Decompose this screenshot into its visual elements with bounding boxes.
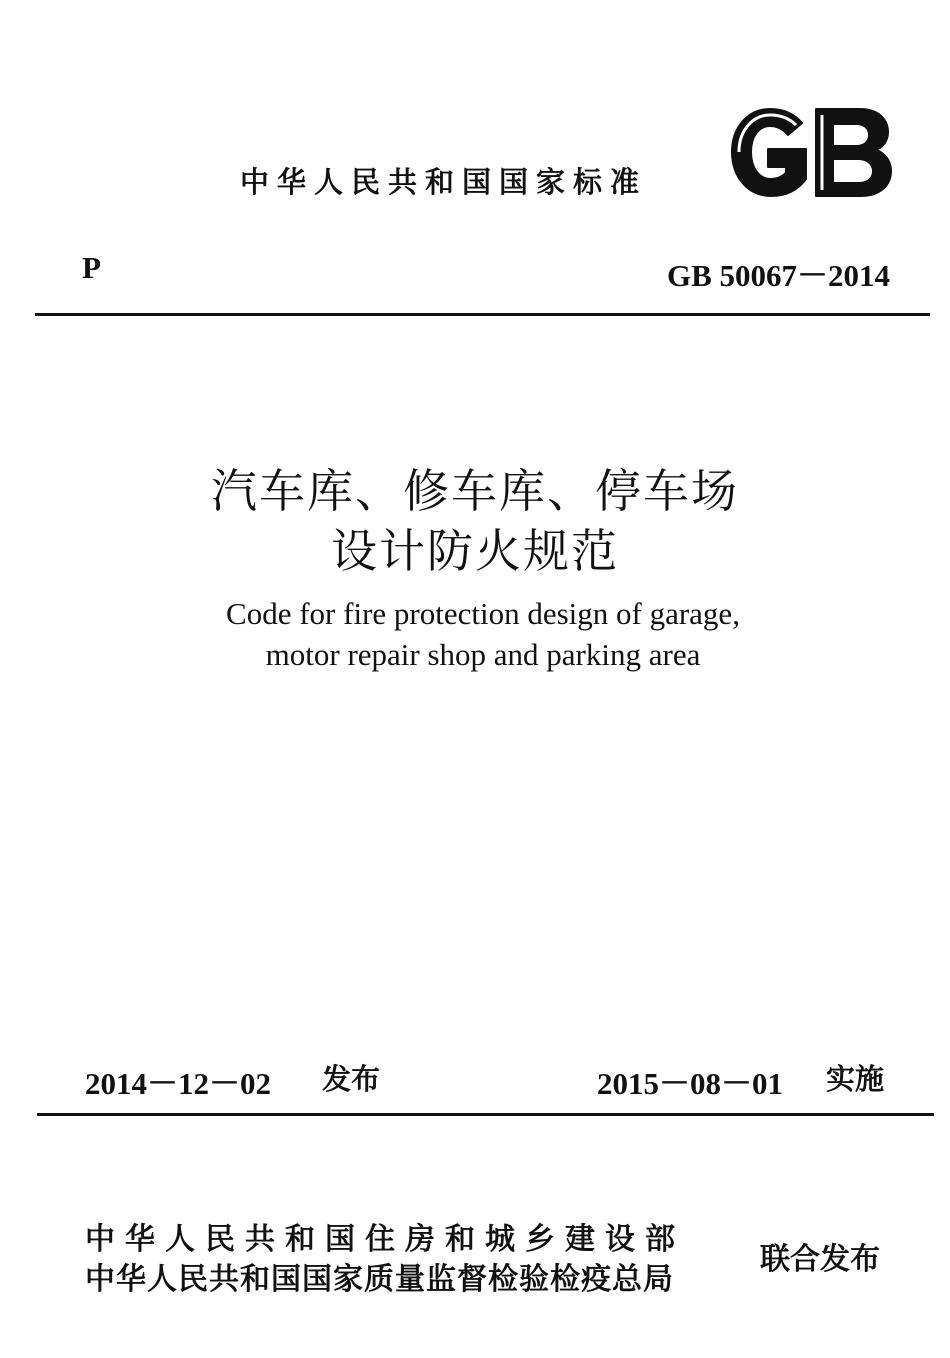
title-cn-line1: 汽车库、修车库、停车场	[211, 464, 739, 518]
issued-date: 2014－12－02	[85, 1066, 271, 1101]
title-en-line2: motor repair shop and parking area	[265, 637, 701, 672]
standard-number: GB 50067－2014	[666, 258, 890, 293]
issuer-aqsiq: 中华人民共和国国家质量监督检验检疫总局	[85, 1262, 674, 1297]
bottom-rule	[37, 1113, 934, 1116]
gb-logo	[728, 105, 893, 200]
effective-date: 2015－08－01	[597, 1066, 783, 1101]
issuer-ministry: 中华人民共和国住房和城乡建设部	[85, 1222, 685, 1257]
title-en-line1: Code for fire protection design of garage,	[226, 596, 740, 631]
top-rule	[35, 313, 930, 316]
standard-type: 中华人民共和国国家标准	[240, 165, 648, 199]
joint-issue-label: 联合发布	[760, 1242, 880, 1277]
effective-label: 实施	[826, 1062, 885, 1096]
category-code: P	[82, 250, 101, 285]
issued-label: 发布	[322, 1062, 381, 1096]
title-cn-line2: 设计防火规范	[331, 524, 619, 578]
